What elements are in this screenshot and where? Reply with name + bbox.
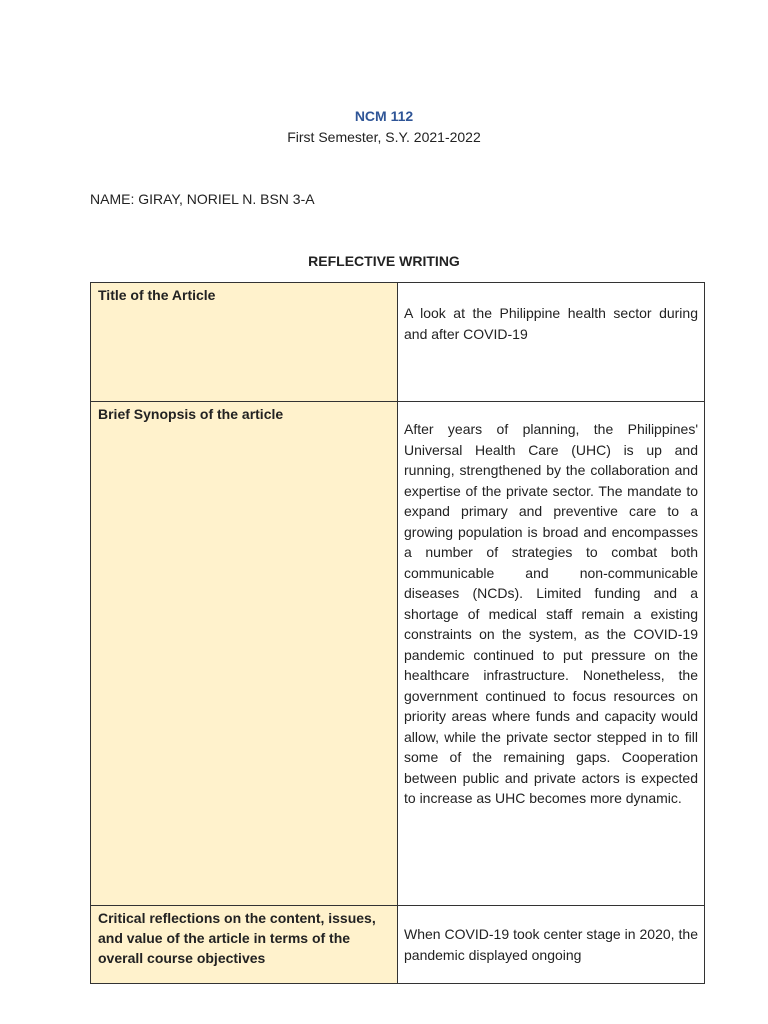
critical-reflection-value: When COVID-19 took center stage in 2020, the pandemic displayed ongoing [404,926,698,963]
table-row-synopsis [91,402,705,906]
synopsis-label: Brief Synopsis of the article [91,402,398,906]
course-code: NCM 112 [354,108,414,124]
table-row-title [91,283,705,402]
table-row-critical-reflection [91,906,705,984]
reflection-table [90,282,705,984]
title-value: A look at the Philippine health sector during and after COVID-19 [398,283,705,402]
document-heading: REFLECTIVE WRITING [308,253,460,269]
semester-line: First Semester, S.Y. 2021-2022 [287,129,481,145]
critical-reflection-label: Critical reflections on the content, issues, and value of the article in terms of the overall course objectives [91,906,398,984]
title-label: Title of the Article [91,283,398,402]
synopsis-value: After years of planning, the Philippines' Universal Health Care (UHC) is up and running, strengthened by the collaboration and expertise of the private sector. The mandate to expand primary and preventive care to a growing population is broad and encompasses a number of strategies to combat both communicable and non-communicable diseases (NCDs). Limited funding and a shortage of medical staff remain a existing constraints on the system, as the COVID-19 pandemic continued to put pressure on the healthcare infrastructure. Nonetheless, the government continued to focus resources on priority areas where funds and capacity would allow, while the private sector stepped in to fill some of the remaining gaps. Cooperation between public and private actors is expected to increase as UHC becomes more dynamic. [398,402,705,906]
critical-reflection-value-cell [398,906,705,984]
student-name: NAME: GIRAY, NORIEL N. BSN 3-A [90,191,315,207]
